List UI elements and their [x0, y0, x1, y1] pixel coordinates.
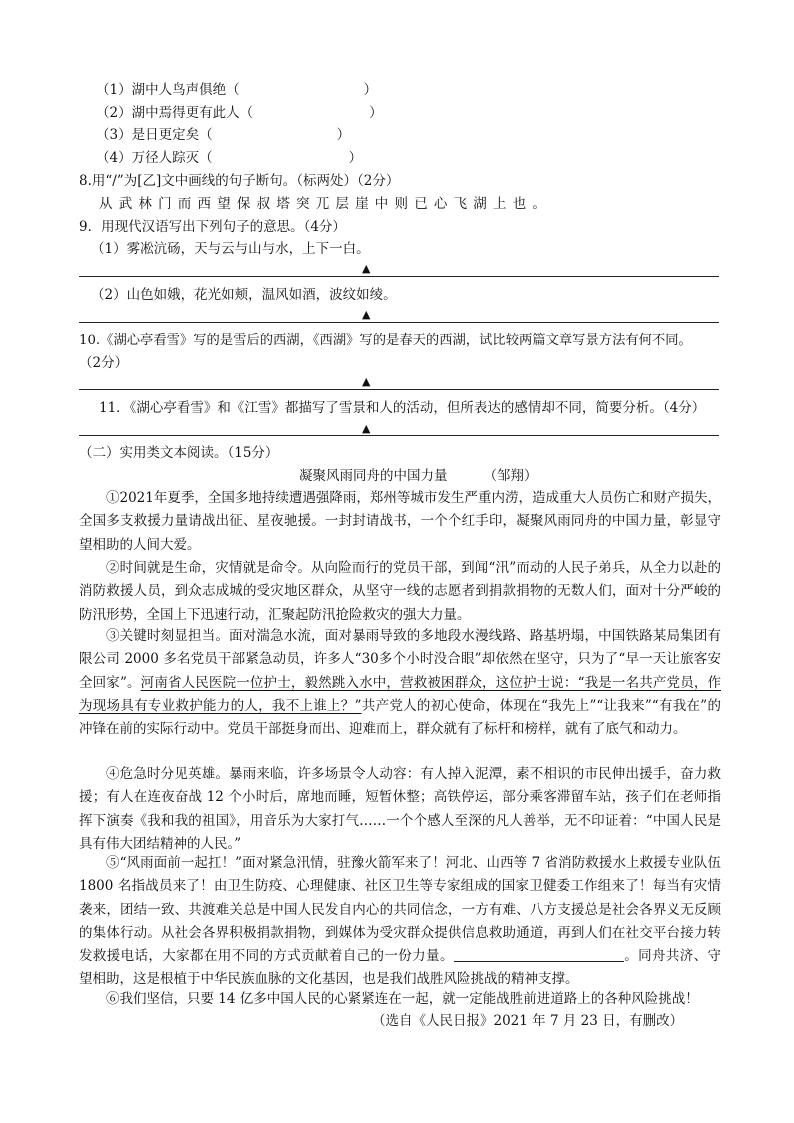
source-citation: （选自《人民日报》2021 年 7 月 23 日，有删改） — [372, 1013, 684, 1029]
question-8: 8.用“/”为[乙]文中画线的句子断句。（标两处）（2分） — [79, 173, 400, 189]
sub-item-1: （1）湖中人鸟声俱绝（ ） — [96, 82, 378, 98]
question-10-points: （2分） — [79, 355, 129, 371]
answer-line[interactable] — [79, 435, 719, 436]
paragraph-3: ③关键时刻显担当。面对湍急水流，面对暴雨导致的多地段水漫线路、路基坍塌，中国铁路某局集团有限公司 2000 多名党员干部紧急动员，许多人“30多个小时没合眼”却依然在坚守，只为了“早一天让旅客安全回家”。河南省人民医院一位护士，毅然跳入水中，营救被困群众，这位护士说：“我是一名共产党员，作为现场具有专业救护能力的人，我不上谁上？”共产党人的初心使命，体现在“我先上”“让我来”“有我在”的冲锋在前的实际行动中。党员干部挺身而出、迎难而上，群众就有了标杆和榜样，就有了底气和动力。 — [79, 628, 721, 738]
sub-item-3: （3）是日更定矣（ ） — [96, 127, 351, 143]
article-author: （邹翔） — [483, 468, 538, 484]
question-9: 9．用现代汉语写出下列句子的意思。（4分） — [79, 219, 346, 235]
answer-line[interactable] — [79, 389, 719, 390]
question-8-sentence: 从武林门而西望保叔塔突兀层崖中则已心飞湖上也。 — [99, 196, 553, 212]
sub-item-4: （4）万径人踪灭（ ） — [96, 150, 363, 166]
underlined-sentence: 河南省人民医院一位护士，毅然跳入水中，营救被困群众，这位护士说：“我是一名共产党员，作为现场具有专业救护能力的人，我不上谁上？” — [79, 674, 721, 714]
question-10: 10.《湖心亭看雪》写的是雪后的西湖，《西湖》写的是春天的西湖，试比较两篇文章写景方法有何不同。 — [79, 333, 692, 348]
question-11: 11．《湖心亭看雪》和《江雪》都描写了雪景和人的活动，但所表达的感情却不同，简要分析。（4分） — [99, 400, 706, 416]
section-heading: （二）实用类文本阅读。（15分） — [79, 445, 279, 461]
paragraph-5: ⑤“风雨面前一起扛！”面对紧急汛情，驻豫火箭军来了！河北、山西等 7 省消防救援水上救援专业队伍 1800 名指战员来了！由卫生防疫、心理健康、社区卫生等专家组成的国家卫健委工作组来了！每当有灾情袭来，团结一致、共渡难关总是中国人民发自内心的共同信念，一方有难、八方支援总是社会各界义无反顾的集体行动。从社会各界积极捐款捐物，到媒体为受灾群众提供信息救助通道，再到人们在社交平台接力转发救援电话，大家都在用不同的方式贡献着自己的一份力量。 。同舟共济、守望相助，这是根植于中华民族血脉的文化基因，也是我们战胜风险挑战的精神支撑。 — [79, 855, 722, 988]
sub-item-2: （2）湖中焉得更有此人（ ） — [96, 105, 383, 121]
paragraph-1: ①2021年夏季，全国多地持续遭遇强降雨，郑州等城市发生严重内涝，造成重大人员伤亡和财产损失，全国多支救援力量请战出征、星夜驰援。一封封请战书，一个个红手印，凝聚风雨同舟的中国力量，彰显守望相助的人间大爱。 — [79, 490, 721, 553]
answer-marker: ▲ — [362, 422, 371, 435]
answer-line[interactable] — [79, 322, 719, 323]
answer-marker: ▲ — [362, 308, 371, 321]
question-9-sentence-1: （1）雾凇沆砀，天与云与山与水，上下一白。 — [91, 241, 370, 257]
article-title-text: 凝聚风雨同舟的中国力量 — [299, 468, 448, 484]
fill-blank[interactable] — [454, 947, 624, 962]
answer-line[interactable] — [79, 276, 719, 277]
answer-marker: ▲ — [362, 262, 371, 275]
paragraph-2: ②时间就是生命，灾情就是命令。从向险而行的党员干部，到闻“汛”而动的人民子弟兵，从全力以赴的消防救援人员，到众志成城的受灾地区群众，从坚守一线的志愿者到捐款捐物的无数人们，面对十分严峻的防汛形势，全国上下迅速行动，汇聚起防汛抢险救灾的强大力量。 — [79, 560, 721, 623]
answer-marker: ▲ — [362, 375, 371, 388]
question-9-sentence-2: （2）山色如娥，花光如颊，温风如酒，波纹如绫。 — [91, 287, 397, 303]
article-title — [299, 466, 538, 486]
paragraph-6: ⑥我们坚信，只要 14 亿多中国人民的心紧紧连在一起，就一定能战胜前进道路上的各种风险挑战！ — [106, 991, 699, 1007]
paragraph-4: ④危急时分见英雄。暴雨来临，许多场景令人动容：有人掉入泥潭，素不相识的市民伸出援手，奋力救援；有人在连夜奋战 12 个小时后，席地而睡，短暂休整；高铁停运，部分乘客滞留车站，孩子们在老师指挥下演奏《我和我的祖国》，用音乐为大家打气……一个个感人至深的凡人善举，无不印证着：“中国人民是具有伟大团结精神的人民。” — [79, 766, 721, 852]
